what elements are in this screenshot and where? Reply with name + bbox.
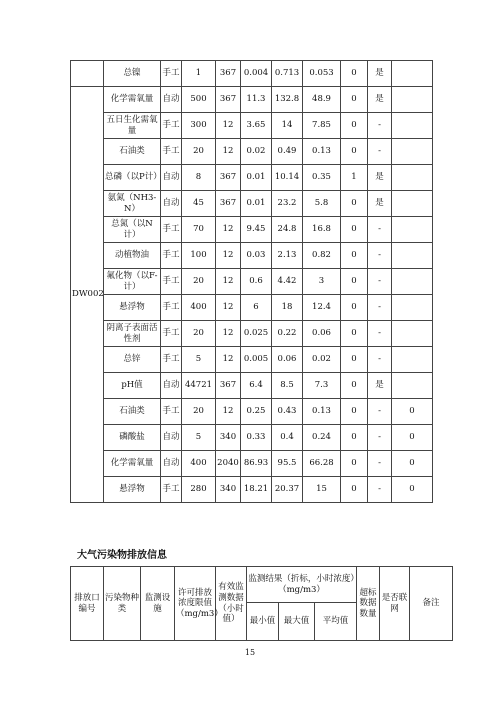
note-cell: 0 xyxy=(392,451,433,477)
max-cell: 132.8 xyxy=(272,87,303,113)
note-cell xyxy=(392,373,433,399)
exceed-cell: 1 xyxy=(341,165,368,191)
pollutant-cell: 氟化物（以F-计） xyxy=(104,269,161,295)
pollutant-cell: 总镍 xyxy=(104,61,161,87)
limit-cell: 100 xyxy=(182,243,216,269)
avg-cell: 66.28 xyxy=(303,451,341,477)
max-cell: 0.49 xyxy=(272,139,303,165)
count-cell: 12 xyxy=(216,217,241,243)
pollutant-cell: 总锌 xyxy=(104,347,161,373)
table-row xyxy=(71,477,433,503)
method-cell: 自动 xyxy=(161,451,182,477)
exceed-cell: 0 xyxy=(341,347,368,373)
exceed-cell: 0 xyxy=(341,321,368,347)
table-row xyxy=(71,243,433,269)
method-cell: 自动 xyxy=(161,191,182,217)
limit-cell: 400 xyxy=(182,295,216,321)
pollutant-cell: 阴离子表面活性剂 xyxy=(104,321,161,347)
avg-cell: 5.8 xyxy=(303,191,341,217)
max-cell: 10.14 xyxy=(272,165,303,191)
limit-cell: 5 xyxy=(182,347,216,373)
note-cell xyxy=(392,295,433,321)
exceed-cell: 0 xyxy=(341,87,368,113)
min-cell: 0.01 xyxy=(241,191,272,217)
header-min: 最小值 xyxy=(247,603,279,641)
limit-cell: 20 xyxy=(182,321,216,347)
avg-cell: 16.8 xyxy=(303,217,341,243)
max-cell: 4.42 xyxy=(272,269,303,295)
method-cell: 手工 xyxy=(161,139,182,165)
table-row xyxy=(71,295,433,321)
networked-cell: 是 xyxy=(368,191,392,217)
page-number: 15 xyxy=(244,648,256,657)
exceed-cell: 0 xyxy=(341,269,368,295)
networked-cell: - xyxy=(368,399,392,425)
min-cell: 0.02 xyxy=(241,139,272,165)
min-cell: 6.4 xyxy=(241,373,272,399)
table-row xyxy=(71,191,433,217)
outlet-id-cell: DW002 xyxy=(71,87,104,503)
networked-cell: - xyxy=(368,295,392,321)
exceed-cell: 0 xyxy=(341,191,368,217)
limit-cell: 45 xyxy=(182,191,216,217)
exceed-cell: 0 xyxy=(341,113,368,139)
count-cell: 340 xyxy=(216,425,241,451)
networked-cell: 是 xyxy=(368,373,392,399)
exceed-cell: 0 xyxy=(341,399,368,425)
exceed-cell: 0 xyxy=(341,139,368,165)
method-cell: 手工 xyxy=(161,295,182,321)
note-cell xyxy=(392,321,433,347)
min-cell: 6 xyxy=(241,295,272,321)
pollutant-cell: 悬浮物 xyxy=(104,295,161,321)
max-cell: 0.43 xyxy=(272,399,303,425)
exceed-cell: 0 xyxy=(341,295,368,321)
exceed-cell: 0 xyxy=(341,61,368,87)
min-cell: 0.03 xyxy=(241,243,272,269)
table-row xyxy=(71,269,433,295)
avg-cell: 0.82 xyxy=(303,243,341,269)
avg-cell: 0.06 xyxy=(303,321,341,347)
count-cell: 12 xyxy=(216,113,241,139)
table-row xyxy=(71,399,433,425)
pollutant-cell: 五日生化需氧量 xyxy=(104,113,161,139)
header-max: 最大值 xyxy=(279,603,315,641)
networked-cell: - xyxy=(368,113,392,139)
table-row xyxy=(71,321,433,347)
max-cell: 0.4 xyxy=(272,425,303,451)
note-cell xyxy=(392,87,433,113)
min-cell: 9.45 xyxy=(241,217,272,243)
exceed-cell: 0 xyxy=(341,373,368,399)
max-cell: 18 xyxy=(272,295,303,321)
max-cell: 0.22 xyxy=(272,321,303,347)
pollutant-cell: 动植物油 xyxy=(104,243,161,269)
limit-cell: 20 xyxy=(182,269,216,295)
avg-cell: 7.85 xyxy=(303,113,341,139)
water-monitoring-table xyxy=(70,60,433,503)
table-row xyxy=(71,113,433,139)
avg-cell: 0.24 xyxy=(303,425,341,451)
header-facility: 监测设施 xyxy=(141,567,175,641)
max-cell: 0.713 xyxy=(272,61,303,87)
count-cell: 367 xyxy=(216,191,241,217)
max-cell: 8.5 xyxy=(272,373,303,399)
max-cell: 14 xyxy=(272,113,303,139)
networked-cell: - xyxy=(368,451,392,477)
header-exceed: 超标数据数量 xyxy=(357,567,380,641)
count-cell: 12 xyxy=(216,399,241,425)
min-cell: 0.01 xyxy=(241,165,272,191)
count-cell: 367 xyxy=(216,165,241,191)
max-cell: 2.13 xyxy=(272,243,303,269)
limit-cell: 1 xyxy=(182,61,216,87)
note-cell: 0 xyxy=(392,425,433,451)
header-count: 有效监测数据（小时值） xyxy=(216,567,247,641)
min-cell: 3.65 xyxy=(241,113,272,139)
limit-cell: 280 xyxy=(182,477,216,503)
exceed-cell: 0 xyxy=(341,451,368,477)
exceed-cell: 0 xyxy=(341,217,368,243)
method-cell: 自动 xyxy=(161,87,182,113)
max-cell: 0.06 xyxy=(272,347,303,373)
table-row xyxy=(71,139,433,165)
method-cell: 手工 xyxy=(161,347,182,373)
pollutant-cell: 总磷（以P计） xyxy=(104,165,161,191)
note-cell xyxy=(392,217,433,243)
avg-cell: 7.3 xyxy=(303,373,341,399)
networked-cell: 是 xyxy=(368,165,392,191)
count-cell: 12 xyxy=(216,321,241,347)
pollutant-cell: 氨氮（NH3-N） xyxy=(104,191,161,217)
avg-cell: 3 xyxy=(303,269,341,295)
note-cell xyxy=(392,61,433,87)
avg-cell: 15 xyxy=(303,477,341,503)
note-cell xyxy=(392,113,433,139)
avg-cell: 0.02 xyxy=(303,347,341,373)
header-result: 监测结果（折标，小时浓度）（mg/m3） xyxy=(247,567,357,603)
max-cell: 23.2 xyxy=(272,191,303,217)
method-cell: 手工 xyxy=(161,399,182,425)
pollutant-cell: 石油类 xyxy=(104,139,161,165)
exceed-cell: 0 xyxy=(341,477,368,503)
avg-cell: 48.9 xyxy=(303,87,341,113)
limit-cell: 20 xyxy=(182,399,216,425)
networked-cell: - xyxy=(368,425,392,451)
note-cell xyxy=(392,347,433,373)
exceed-cell: 0 xyxy=(341,425,368,451)
note-cell xyxy=(392,269,433,295)
limit-cell: 5 xyxy=(182,425,216,451)
max-cell: 95.5 xyxy=(272,451,303,477)
networked-cell: 是 xyxy=(368,61,392,87)
count-cell: 12 xyxy=(216,295,241,321)
networked-cell: - xyxy=(368,321,392,347)
pollutant-cell: 磷酸盐 xyxy=(104,425,161,451)
min-cell: 0.33 xyxy=(241,425,272,451)
limit-cell: 70 xyxy=(182,217,216,243)
air-emission-header-table xyxy=(70,566,453,641)
note-cell xyxy=(392,165,433,191)
header-outlet: 排放口编号 xyxy=(71,567,104,641)
table-row xyxy=(71,451,433,477)
limit-cell: 500 xyxy=(182,87,216,113)
min-cell: 18.21 xyxy=(241,477,272,503)
networked-cell: 是 xyxy=(368,87,392,113)
min-cell: 86.93 xyxy=(241,451,272,477)
max-cell: 20.37 xyxy=(272,477,303,503)
pollutant-cell: 石油类 xyxy=(104,399,161,425)
table-row xyxy=(71,347,433,373)
method-cell: 手工 xyxy=(161,113,182,139)
count-cell: 2040 xyxy=(216,451,241,477)
table-row xyxy=(71,87,433,113)
pollutant-cell: 化学需氧量 xyxy=(104,87,161,113)
max-cell: 24.8 xyxy=(272,217,303,243)
avg-cell: 0.35 xyxy=(303,165,341,191)
limit-cell: 20 xyxy=(182,139,216,165)
header-note: 备注 xyxy=(410,567,453,641)
count-cell: 367 xyxy=(216,373,241,399)
count-cell: 367 xyxy=(216,61,241,87)
networked-cell: - xyxy=(368,477,392,503)
table-row xyxy=(71,217,433,243)
pollutant-cell: 化学需氧量 xyxy=(104,451,161,477)
header-networked: 是否联网 xyxy=(380,567,410,641)
method-cell: 手工 xyxy=(161,321,182,347)
note-cell: 0 xyxy=(392,477,433,503)
avg-cell: 0.13 xyxy=(303,139,341,165)
count-cell: 12 xyxy=(216,347,241,373)
method-cell: 自动 xyxy=(161,165,182,191)
count-cell: 12 xyxy=(216,243,241,269)
avg-cell: 0.13 xyxy=(303,399,341,425)
min-cell: 0.005 xyxy=(241,347,272,373)
exceed-cell: 0 xyxy=(341,243,368,269)
table-row xyxy=(71,61,433,87)
note-cell: 0 xyxy=(392,399,433,425)
count-cell: 340 xyxy=(216,477,241,503)
note-cell xyxy=(392,139,433,165)
limit-cell: 44721 xyxy=(182,373,216,399)
networked-cell: - xyxy=(368,217,392,243)
networked-cell: - xyxy=(368,269,392,295)
networked-cell: - xyxy=(368,347,392,373)
pollutant-cell: 总氮（以N计） xyxy=(104,217,161,243)
count-cell: 367 xyxy=(216,87,241,113)
header-pollutant: 污染物种类 xyxy=(104,567,141,641)
min-cell: 0.004 xyxy=(241,61,272,87)
min-cell: 11.3 xyxy=(241,87,272,113)
header-avg: 平均值 xyxy=(315,603,357,641)
pollutant-cell: 悬浮物 xyxy=(104,477,161,503)
method-cell: 手工 xyxy=(161,477,182,503)
networked-cell: - xyxy=(368,139,392,165)
table-row xyxy=(71,165,433,191)
note-cell xyxy=(392,191,433,217)
min-cell: 0.25 xyxy=(241,399,272,425)
avg-cell: 0.053 xyxy=(303,61,341,87)
limit-cell: 8 xyxy=(182,165,216,191)
method-cell: 手工 xyxy=(161,217,182,243)
method-cell: 手工 xyxy=(161,61,182,87)
table-row xyxy=(71,425,433,451)
limit-cell: 300 xyxy=(182,113,216,139)
section-title: 大气污染物排放信息 xyxy=(77,550,167,561)
limit-cell: 400 xyxy=(182,451,216,477)
networked-cell: - xyxy=(368,243,392,269)
method-cell: 自动 xyxy=(161,425,182,451)
method-cell: 自动 xyxy=(161,373,182,399)
method-cell: 手工 xyxy=(161,243,182,269)
note-cell xyxy=(392,243,433,269)
count-cell: 12 xyxy=(216,269,241,295)
min-cell: 0.6 xyxy=(241,269,272,295)
avg-cell: 12.4 xyxy=(303,295,341,321)
method-cell: 手工 xyxy=(161,269,182,295)
pollutant-cell: pH值 xyxy=(104,373,161,399)
table-row xyxy=(71,373,433,399)
header-limit: 许可排放浓度限值（mg/m3） xyxy=(175,567,216,641)
min-cell: 0.025 xyxy=(241,321,272,347)
count-cell: 12 xyxy=(216,139,241,165)
empty-cell xyxy=(71,61,104,87)
